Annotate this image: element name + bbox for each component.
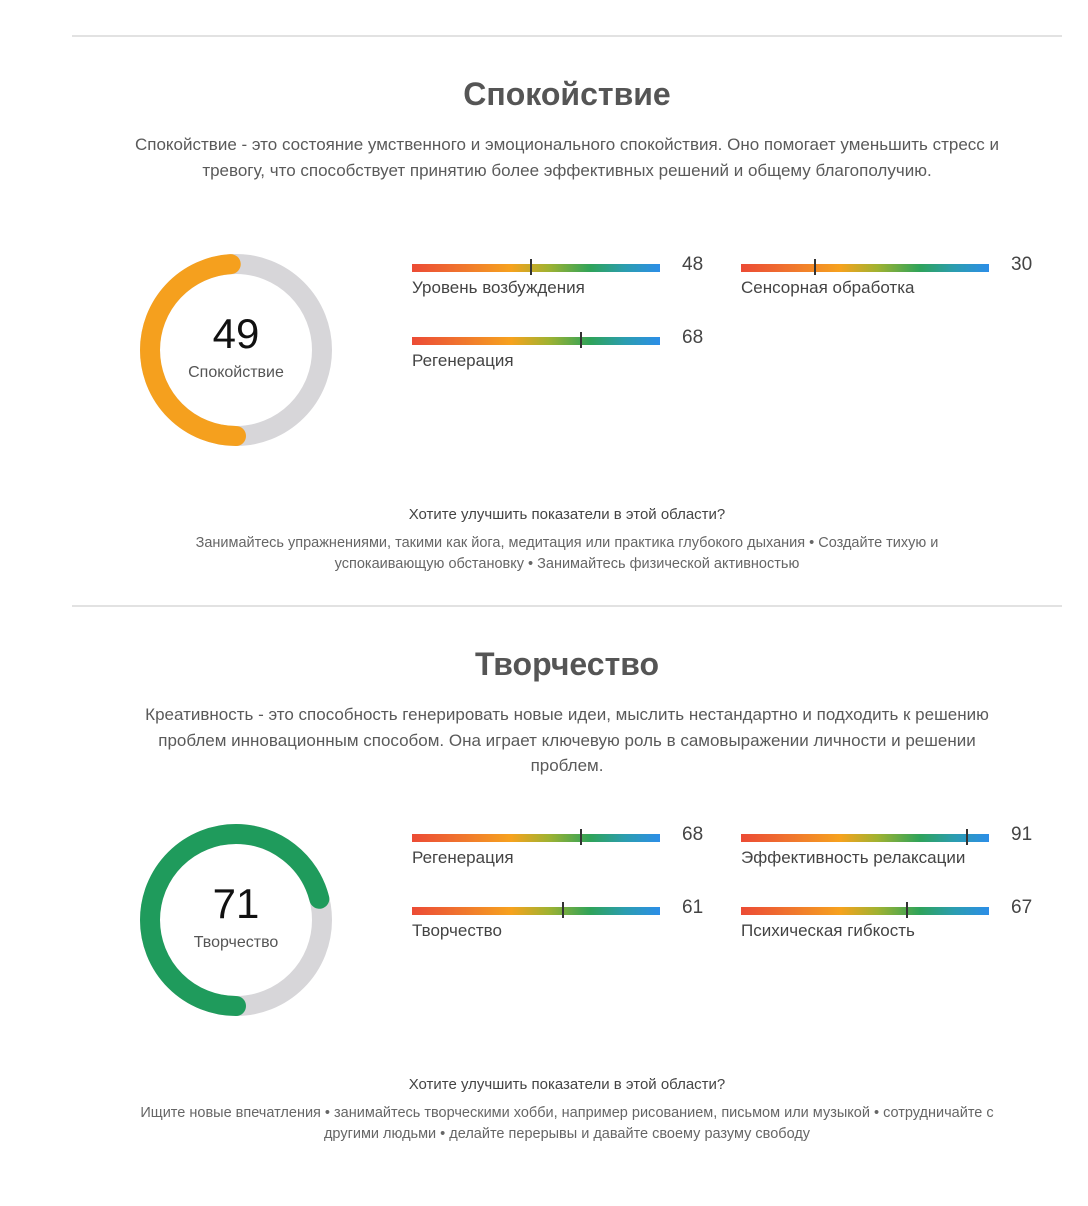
metric-value: 68 bbox=[682, 327, 704, 348]
top-divider bbox=[72, 35, 1062, 37]
section-title: Творчество bbox=[474, 646, 660, 682]
metric-label: Регенерация bbox=[412, 848, 514, 867]
metric-creativity bbox=[412, 897, 712, 951]
metric-marker bbox=[580, 332, 582, 348]
metric-arousal-level bbox=[412, 254, 712, 308]
section-description: Креативность - это способность генерировать новые идеи, мыслить нестандартно и подходить к решению проблем инновационным способом. Она играет ключевую роль в самовыражении личности и решении проблем. bbox=[145, 705, 989, 775]
metric-marker bbox=[530, 259, 532, 275]
calmness-gauge bbox=[136, 250, 336, 450]
metric-value: 68 bbox=[682, 824, 704, 845]
metric-regeneration bbox=[412, 824, 712, 878]
metric-label: Регенерация bbox=[412, 351, 514, 370]
tips-heading: Хотите улучшить показатели в этой области? bbox=[408, 1076, 726, 1093]
metric-regeneration bbox=[412, 327, 712, 381]
metric-value: 61 bbox=[682, 897, 704, 918]
metric-label: Уровень возбуждения bbox=[412, 278, 585, 297]
metric-value: 91 bbox=[1011, 824, 1033, 845]
tips-text: Ищите новые впечатления • занимайтесь творческими хобби, например рисованием, письмом или музыкой • сотрудничайте с другими людьми • делайте перерывы и давайте своему разуму свободу bbox=[140, 1105, 994, 1142]
metric-bar bbox=[412, 337, 660, 345]
metric-marker bbox=[906, 902, 908, 918]
metric-value: 48 bbox=[682, 254, 704, 275]
creativity-gauge bbox=[136, 820, 336, 1020]
metric-sensory-processing bbox=[741, 254, 1041, 308]
gauge-score: 71 bbox=[212, 880, 260, 927]
metric-bar bbox=[412, 907, 660, 915]
gauge-label: Творчество bbox=[193, 934, 279, 951]
metric-marker bbox=[814, 259, 816, 275]
metric-bar bbox=[412, 264, 660, 272]
metric-marker bbox=[966, 829, 968, 845]
section-title: Спокойствие bbox=[463, 76, 671, 112]
metric-bar bbox=[741, 907, 989, 915]
section-divider bbox=[72, 605, 1062, 607]
tips-text: Занимайтесь упражнениями, такими как йога, медитация или практика глубокого дыхания • Создайте тихую и успокаивающую обстановку • Занимайтесь физической активностью bbox=[195, 535, 939, 572]
metric-value: 30 bbox=[1011, 254, 1033, 275]
metric-value: 67 bbox=[1011, 897, 1033, 918]
metric-mental-flexibility bbox=[741, 897, 1041, 951]
section-description: Спокойствие - это состояние умственного и эмоционального спокойствия. Оно помогает уменьшить стресс и тревогу, что способствует принятию более эффективных решений и общему благополучию. bbox=[134, 135, 1000, 180]
metric-bar bbox=[412, 834, 660, 842]
gauge-label: Спокойствие bbox=[188, 364, 284, 381]
metric-bar bbox=[741, 834, 989, 842]
metric-label: Психическая гибкость bbox=[741, 921, 915, 940]
tips-heading: Хотите улучшить показатели в этой области? bbox=[408, 506, 726, 523]
metric-marker bbox=[580, 829, 582, 845]
metric-bar bbox=[741, 264, 989, 272]
metric-label: Эффективность релаксации bbox=[741, 848, 966, 867]
metric-label: Творчество bbox=[412, 921, 502, 940]
metric-relaxation-efficiency bbox=[741, 824, 1041, 878]
metric-label: Сенсорная обработка bbox=[741, 278, 915, 297]
metric-marker bbox=[562, 902, 564, 918]
gauge-score: 49 bbox=[212, 310, 260, 357]
